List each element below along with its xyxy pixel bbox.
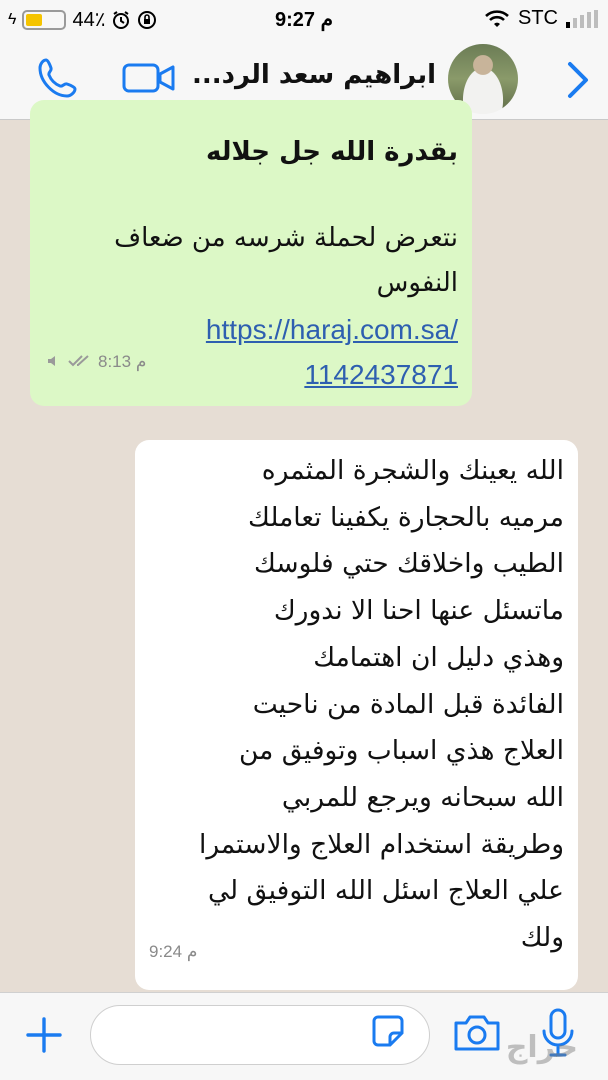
battery-percent: 44٪ <box>72 9 106 31</box>
double-check-icon <box>68 354 92 368</box>
status-right <box>484 7 598 30</box>
message-meta <box>149 929 197 976</box>
message-time: 9:24 م <box>149 942 198 962</box>
message-line: ولك <box>520 922 564 954</box>
message-meta <box>46 339 146 385</box>
signal-icon <box>566 10 598 28</box>
message-line: وهذي دليل ان اهتمامك <box>313 641 564 673</box>
message-line: نتعرض لحملة شرسه من ضعاف <box>114 222 458 253</box>
sticker-icon[interactable] <box>368 1011 408 1051</box>
incoming-message[interactable] <box>135 440 578 990</box>
message-title: بقدرة الله جل جلاله <box>206 137 458 167</box>
video-call-icon[interactable] <box>122 60 176 96</box>
message-line: الطيب واخلاقك حتي فلوسك <box>254 548 564 580</box>
watermark-logo: حراج <box>505 1030 578 1065</box>
message-link[interactable]: 1142437871 <box>304 359 458 390</box>
message-line: النفوس <box>376 268 458 298</box>
message-line: الله يعينك والشجرة المثمره <box>261 455 564 486</box>
phone-call-icon[interactable] <box>34 54 82 102</box>
outgoing-message[interactable] <box>30 100 472 406</box>
status-bar <box>0 0 608 38</box>
message-link[interactable]: https://haraj.com.sa/ <box>205 313 458 345</box>
plus-icon[interactable] <box>22 1013 66 1057</box>
message-line: الفائدة قبل المادة من ناحيت <box>252 688 564 720</box>
message-line: وطريقة استخدام العلاج والاستمرا <box>198 828 564 860</box>
chat-area[interactable] <box>0 120 608 992</box>
charging-icon: ϟ <box>8 10 17 28</box>
message-line: ماتسئل عنها احنا الا ندورك <box>273 595 564 627</box>
message-line: مرميه بالحجارة يكفينا تعاملك <box>248 501 564 533</box>
carrier-name: STC <box>518 7 558 29</box>
speaker-icon <box>46 353 62 369</box>
message-time: 8:13 م <box>98 351 147 371</box>
chevron-right-icon[interactable] <box>566 60 592 100</box>
message-line: الله سبحانه ويرجع للمربي <box>281 781 564 813</box>
message-line: علي العلاج اسئل الله التوفيق لي <box>207 875 564 907</box>
message-line: العلاج هذي اسباب وتوفيق من <box>238 735 564 767</box>
wifi-icon <box>484 9 510 29</box>
camera-icon[interactable] <box>452 1011 502 1055</box>
contact-name[interactable]: ابراهيم سعد الرد... <box>192 60 436 90</box>
clock: 9:27 م <box>275 9 333 31</box>
